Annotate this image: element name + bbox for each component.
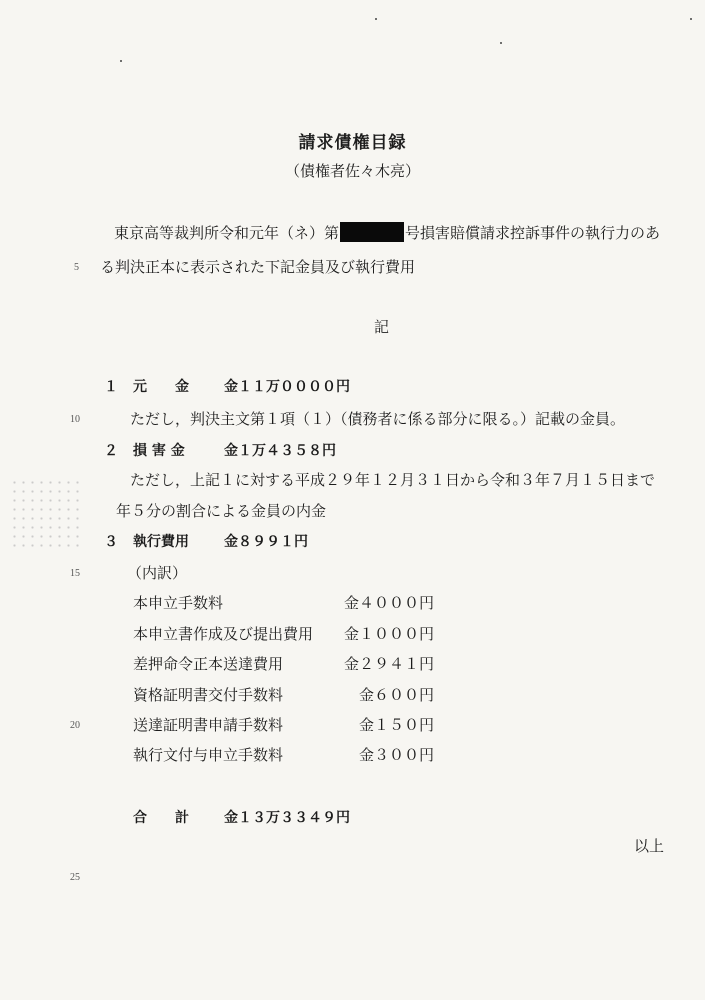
intro-text-a: 東京高等裁判所令和元年（ネ）第 [114, 224, 340, 242]
item-2-note-line-1: ただし，上記１に対する平成２９年１２月３１日から令和３年７月１５日まで [130, 471, 656, 489]
closing-text: 以上 [634, 837, 665, 855]
line-number: 5 [74, 262, 79, 273]
item-3-number: ３ [104, 534, 118, 550]
breakdown-item-amount: 金１０００円 [343, 625, 434, 643]
item-1-amount: 金１１万００００円 [224, 379, 350, 395]
breakdown-item-amount: 金２９４１円 [343, 655, 434, 673]
breakdown-item-name: 本申立書作成及び提出費用 [133, 625, 314, 643]
item-2-number: ２ [104, 443, 118, 459]
line-number: 20 [70, 720, 80, 731]
redaction-box [340, 222, 404, 242]
breakdown-item-name: 差押命令正本送達費用 [133, 655, 284, 673]
scan-speck [120, 60, 122, 62]
item-3-amount: 金８９９１円 [224, 534, 308, 550]
scan-speck [500, 42, 502, 44]
item-2-note-line-2: 年５分の割合による金員の内金 [116, 502, 327, 520]
scan-speck [690, 18, 692, 20]
breakdown-item-amount: 金１５０円 [358, 716, 434, 734]
line-number: 15 [70, 568, 80, 579]
line-number: 10 [70, 414, 80, 425]
breakdown-heading: （内訳） [127, 564, 188, 582]
creditor-name: （債権者佐々木亮） [284, 162, 420, 180]
scan-speck [375, 18, 377, 20]
total-amount: 金１３万３３４９円 [224, 810, 350, 826]
item-2-label: 損 害 金 [133, 443, 185, 459]
breakdown-item-amount: 金３００円 [358, 746, 434, 764]
item-1-number: １ [104, 379, 118, 395]
item-2-amount: 金１万４３５８円 [224, 443, 336, 459]
breakdown-item-name: 本申立手数料 [133, 594, 224, 612]
item-1-label: 元 金 [133, 379, 189, 395]
intro-line-1 [114, 222, 660, 243]
breakdown-item-amount: 金６００円 [358, 686, 434, 704]
line-number: 25 [70, 872, 80, 883]
scan-dot-pattern [10, 478, 80, 548]
breakdown-item-amount: 金４０００円 [343, 594, 434, 612]
intro-line-2: る判決正本に表示された下記金員及び執行費用 [100, 258, 416, 276]
item-1-note: ただし，判決主文第１項（１）（債務者に係る部分に限る。）記載の金員。 [130, 410, 626, 428]
intro-text-b: 号損害賠償請求控訴事件の執行力のあ [405, 224, 661, 242]
breakdown-item-name: 送達証明書申請手数料 [133, 716, 284, 734]
breakdown-item-name: 資格証明書交付手数料 [133, 686, 284, 704]
document-title: 請求債権目録 [298, 133, 407, 153]
ki-heading: 記 [374, 318, 390, 336]
breakdown-item-name: 執行文付与申立手数料 [133, 746, 284, 764]
total-label: 合 計 [133, 810, 189, 826]
item-3-label: 執行費用 [133, 534, 189, 550]
